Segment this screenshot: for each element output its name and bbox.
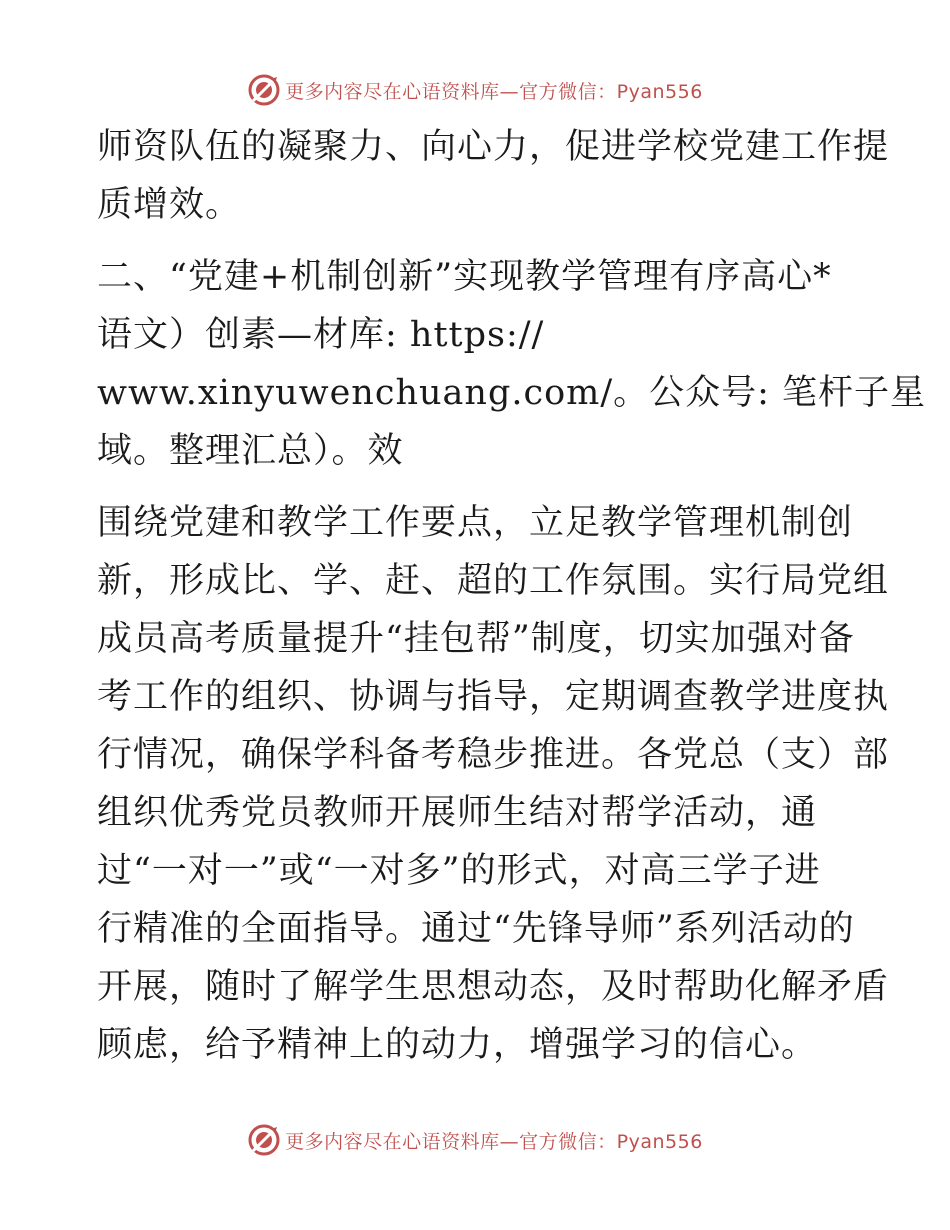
paragraph-3 [97,494,890,1074]
text-line: 过“一对一”或“一对多”的形式，对高三学子进 [97,851,821,891]
text-line: 考工作的组织、协调与指导，定期调查教学进度执 [97,677,890,717]
pen-logo-icon [247,1123,281,1157]
text-line: 域。整理汇总）。效 [97,431,404,471]
paragraph-1 [97,118,890,234]
section-heading-paragraph [97,248,927,480]
document-body [97,118,927,1074]
footer-watermark-text: 更多内容尽在心语资料库—官方微信：Pyan556 [285,1130,703,1153]
text-line: 二、“党建+机制创新”实现教学管理有序高心* [97,257,832,297]
text-line: 行情况，确保学科备考稳步推进。各党总（支）部 [97,735,890,775]
text-line: 质增效。 [97,185,242,225]
text-line: 围绕党建和教学工作要点，立足教学管理机制创 [97,503,854,543]
text-line: 开展，随时了解学生思想动态，及时帮助化解矛盾 [97,967,890,1007]
header-watermark-text: 更多内容尽在心语资料库—官方微信：Pyan556 [285,80,703,103]
text-line: 新，形成比、学、赶、超的工作氛围。实行局党组 [97,561,890,601]
footer-watermark-banner [0,1120,950,1160]
text-line: www.xinyuwenchuang.com/。公众号: 笔杆子星 [97,373,927,413]
header-watermark-banner [0,70,950,110]
text-line: 师资队伍的凝聚力、向心力，促进学校党建工作提 [97,127,890,167]
text-line: 语文）创素—材库: https:// [97,315,545,355]
pen-logo-icon [247,73,281,107]
text-line: 顾虑，给予精神上的动力，增强学习的信心。 [97,1025,818,1065]
text-line: 成员高考质量提升“挂包帮”制度，切实加强对备 [97,619,855,659]
text-line: 行精准的全面指导。通过“先锋导师”系列活动的 [97,909,855,949]
text-line: 组织优秀党员教师开展师生结对帮学活动，通 [97,793,818,833]
